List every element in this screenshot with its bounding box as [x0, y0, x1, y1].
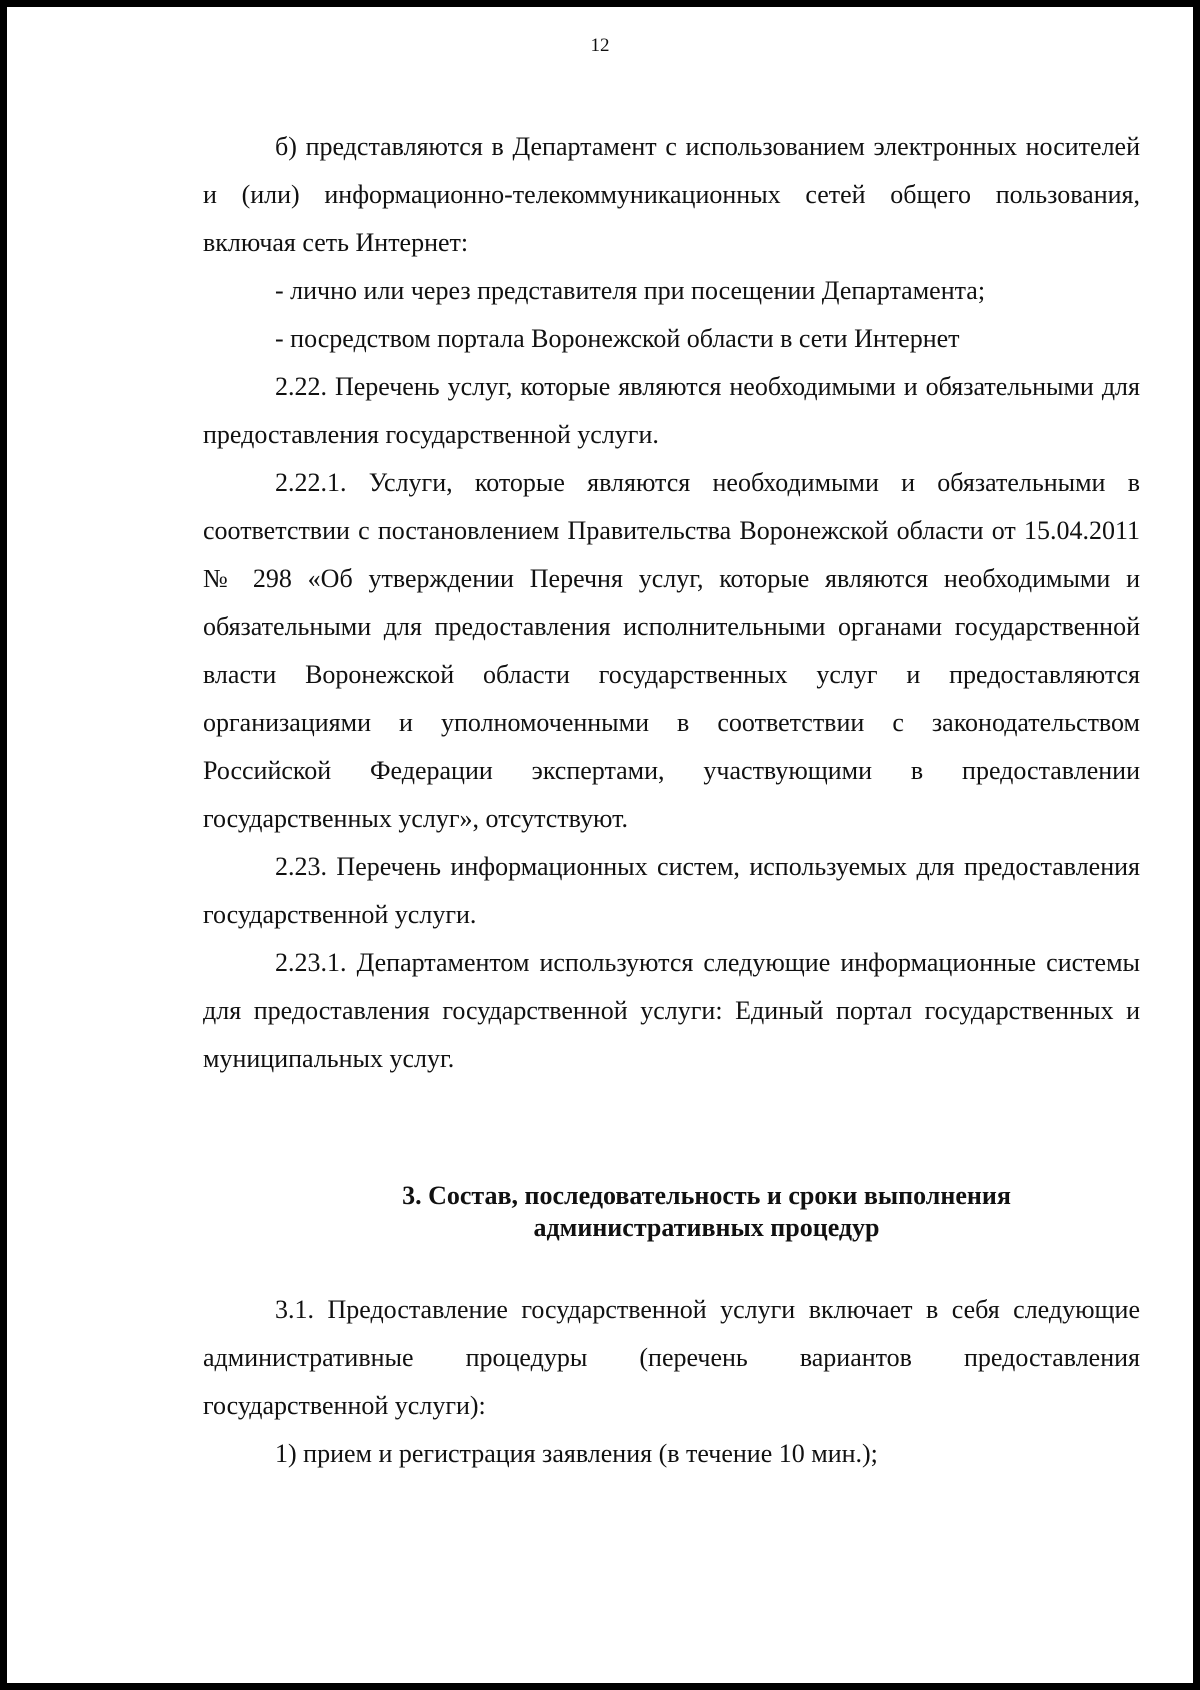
paragraph-2-23: 2.23. Перечень информационных систем, используемых для предоставления государственной услуги. — [203, 852, 1140, 929]
list-item-procedure-1: 1) прием и регистрация заявления (в течение 10 мин.); — [275, 1439, 878, 1468]
document-body — [203, 123, 1140, 1478]
section-3-heading — [203, 1180, 1140, 1244]
section-3-heading-line2: административных процедур — [533, 1213, 880, 1242]
list-item-in-person: - лично или через представителя при посещении Департамента; — [275, 276, 986, 305]
paragraph-2-22-1: 2.22.1. Услуги, которые являются необходимыми и обязательными в соответствии с постановлением Правительства Воронежской области от 15.04.2011 № 298 «Об утверждении Перечня услуг, которые являются необходимыми и обязательными для предоставления исполнительными органами государственной власти Воронежской области государственных услуг и предоставляются организациями и уполномоченными в соответствии с законодательством Российской Федерации экспертами, участвующими в предоставлении государственных услуг», отсутствуют. — [203, 468, 1140, 833]
paragraph-2-23-1: 2.23.1. Департаментом используются следующие информационные системы для предоставления государственной услуги: Единый портал государственных и муниципальных услуг. — [203, 948, 1140, 1073]
paragraph-2-22: 2.22. Перечень услуг, которые являются необходимыми и обязательными для предоставления государственной услуги. — [203, 372, 1140, 449]
page-number: 12 — [590, 35, 610, 56]
list-item-portal: - посредством портала Воронежской области в сети Интернет — [275, 324, 960, 353]
paragraph-3-1: 3.1. Предоставление государственной услуги включает в себя следующие административные процедуры (перечень вариантов предоставления государственной услуги): — [203, 1295, 1140, 1420]
section-3-heading-line1: 3. Состав, последовательность и сроки выполнения — [402, 1181, 1011, 1210]
paragraph-b-electronic-submission: б) представляются в Департамент с использованием электронных носителей и (или) информационно-телекоммуникационных сетей общего пользования, включая сеть Интернет: — [203, 132, 1140, 257]
